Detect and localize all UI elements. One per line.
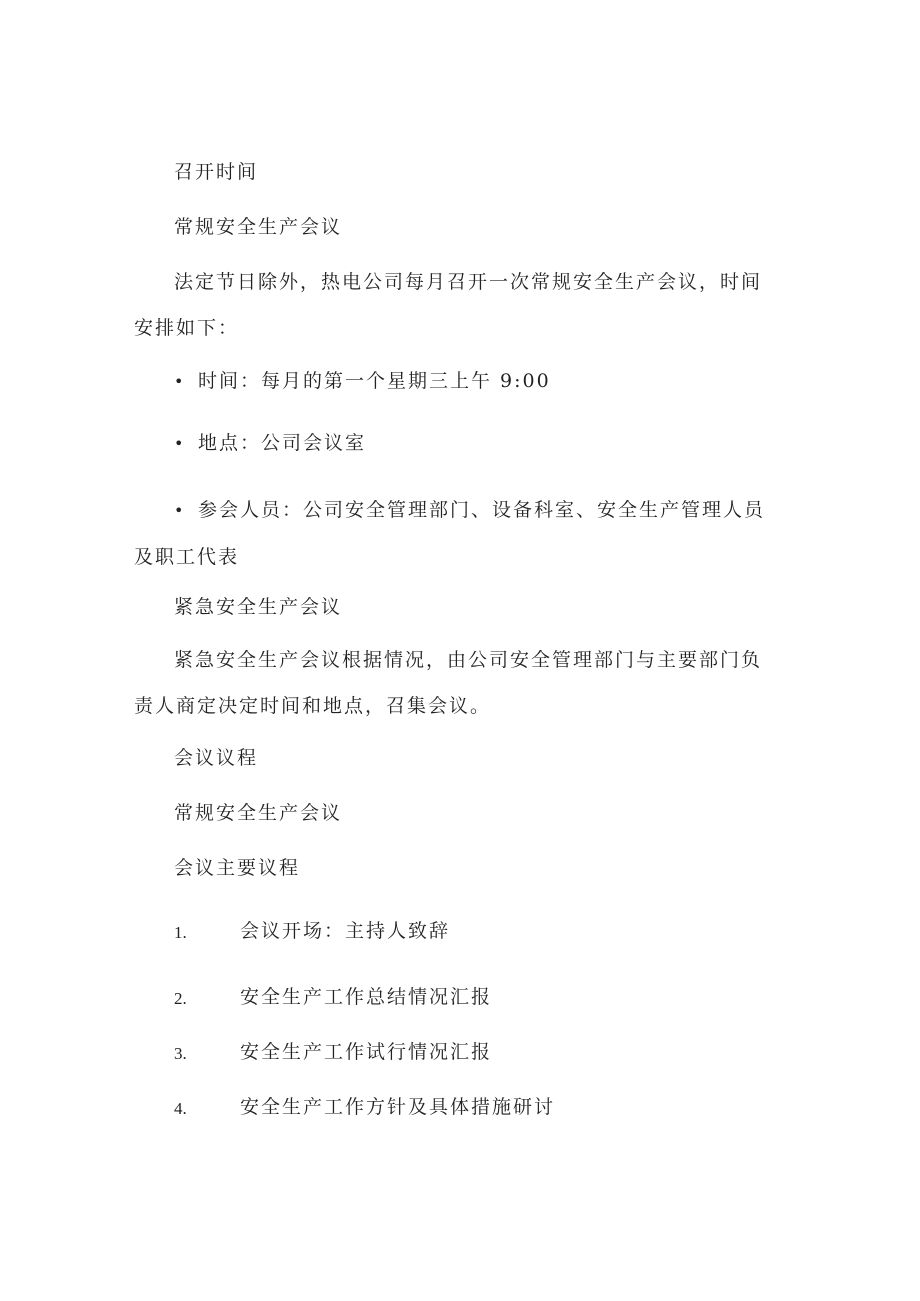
bullet-item-attendees — [134, 487, 782, 580]
agenda-item-text: 会议开场：主持人致辞 — [240, 920, 451, 942]
agenda-item-text: 安全生产工作方针及具体措施研讨 — [240, 1096, 556, 1118]
bullet-icon: • — [174, 501, 186, 520]
agenda-item-text: 安全生产工作总结情况汇报 — [240, 986, 493, 1008]
regular-intro-paragraph: 法定节日除外，热电公司每月召开一次常规安全生产会议，时间安排如下： — [134, 271, 763, 339]
agenda-item-number: 4. — [174, 1099, 187, 1118]
bullet-text: 参会人员：公司安全管理部门、设备科室、安全生产管理人员及职工代表 — [134, 499, 766, 568]
regular-meeting-heading: 常规安全生产会议 — [174, 216, 343, 238]
bullet-text: 地点：公司会议室 — [198, 432, 367, 454]
bullet-icon: • — [174, 372, 186, 391]
bullet-icon: • — [174, 434, 186, 453]
emergency-meeting-heading: 紧急安全生产会议 — [174, 596, 343, 618]
emergency-paragraph: 紧急安全生产会议根据情况，由公司安全管理部门与主要部门负责人商定决定时间和地点，召集会议。 — [134, 649, 763, 717]
bullet-text: 时间：每月的第一个星期三上午 9:00 — [198, 370, 551, 392]
agenda-item-text: 安全生产工作试行情况汇报 — [240, 1041, 493, 1063]
bullet-item-location — [134, 420, 782, 467]
agenda-item-number: 3. — [174, 1044, 187, 1063]
agenda-item-number: 2. — [174, 989, 187, 1008]
agenda-regular-heading: 常规安全生产会议 — [174, 802, 343, 824]
schedule-heading: 召开时间 — [174, 161, 259, 183]
bullet-item-time — [134, 358, 782, 405]
agenda-heading: 会议议程 — [174, 747, 259, 769]
agenda-main-heading: 会议主要议程 — [174, 857, 301, 879]
agenda-item-number: 1. — [174, 923, 187, 942]
